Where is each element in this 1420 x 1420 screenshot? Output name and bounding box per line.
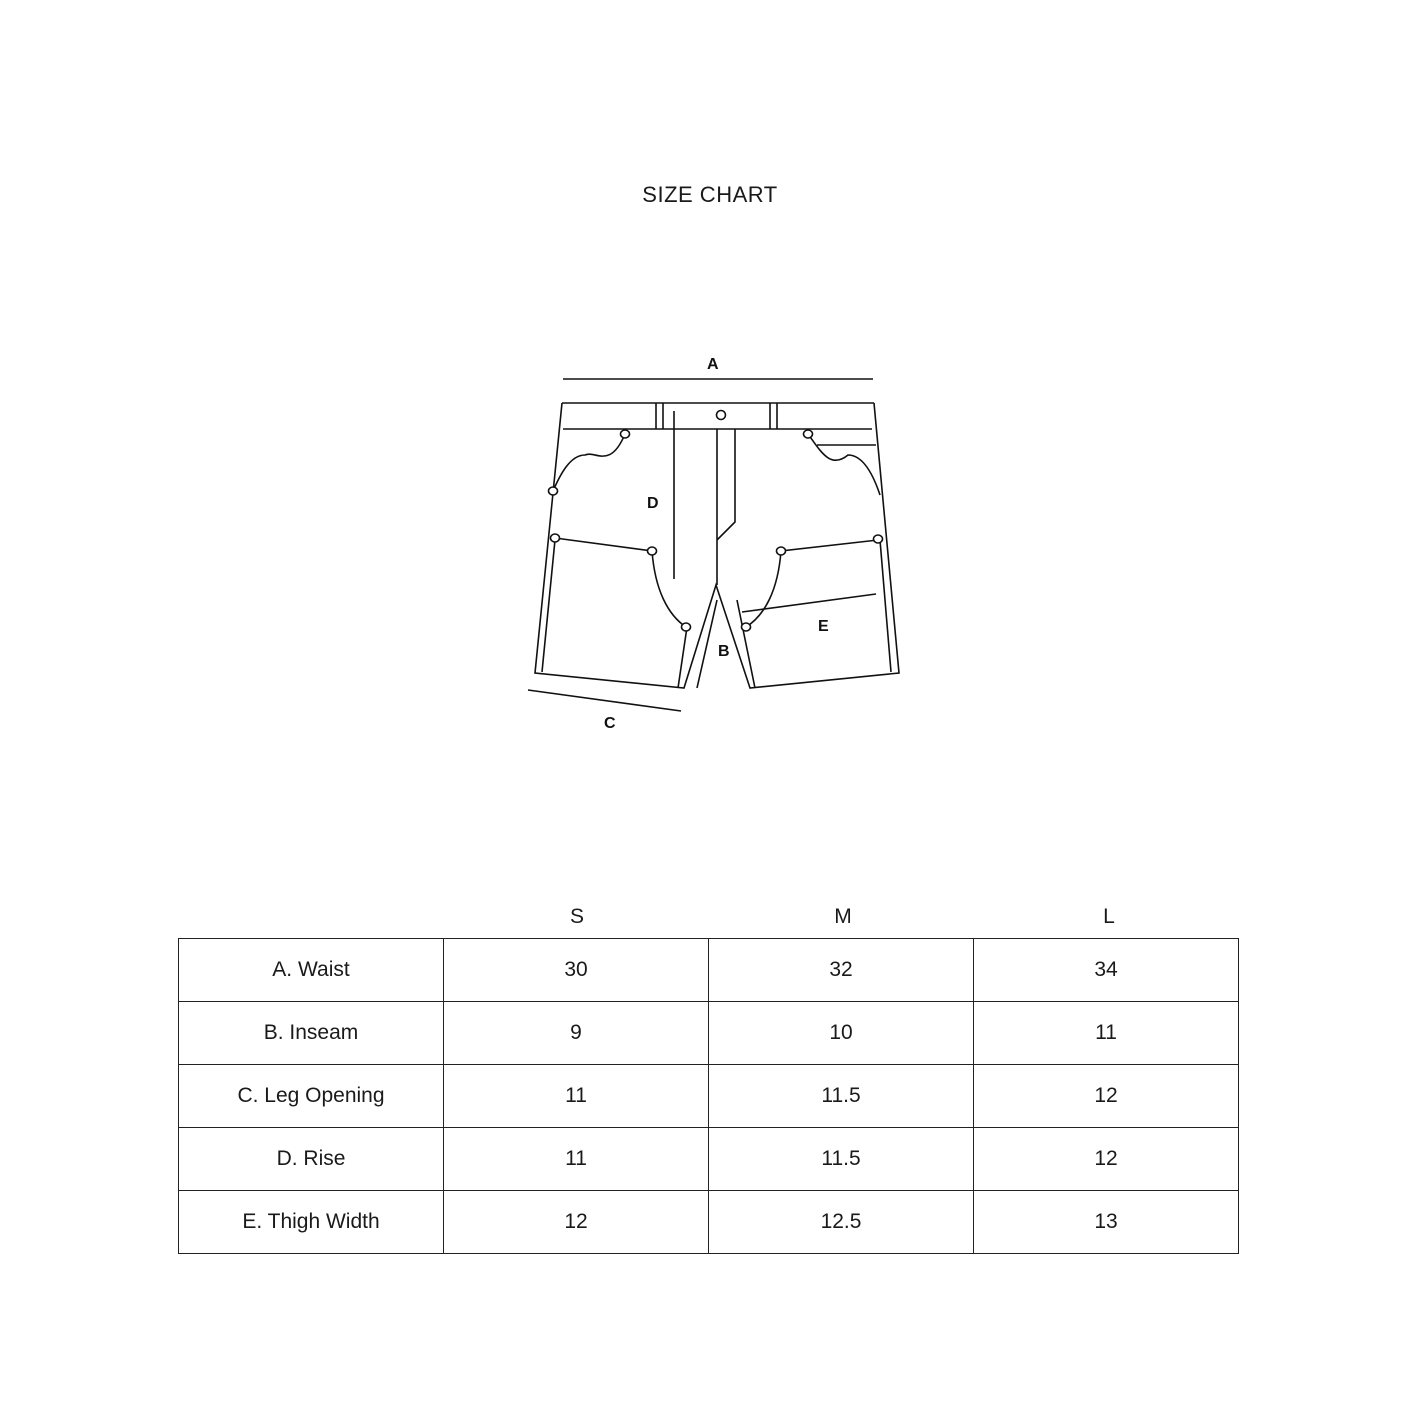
cell: 10 [709,1002,974,1065]
cell: 11 [444,1128,709,1191]
cell: 11.5 [709,1128,974,1191]
left-pocket [553,434,625,491]
label-a: A [707,356,719,373]
label-c: C [604,715,616,732]
size-header [178,905,1242,935]
size-l: L [1103,905,1115,928]
cargo-right [746,540,878,627]
measure-line-c [528,690,681,711]
row-label: E. Thigh Width [179,1191,444,1254]
cell: 11 [444,1065,709,1128]
size-s: S [569,905,584,928]
label-b: B [718,643,730,660]
cell: 34 [974,939,1239,1002]
row-label: D. Rise [179,1128,444,1191]
cell: 12 [974,1065,1239,1128]
right-pocket [808,434,880,495]
row-label: B. Inseam [179,1002,444,1065]
table-row [179,1065,1239,1128]
table-row [179,1191,1239,1254]
cell: 12 [444,1191,709,1254]
cell: 32 [709,939,974,1002]
cell: 11 [974,1002,1239,1065]
row-label: C. Leg Opening [179,1065,444,1128]
row-label: A. Waist [179,939,444,1002]
cell: 9 [444,1002,709,1065]
button-icon [717,411,726,420]
cargo-left [555,538,686,627]
cell: 12.5 [709,1191,974,1254]
label-d: D [647,495,659,512]
cell: 13 [974,1191,1239,1254]
cell: 30 [444,939,709,1002]
label-e: E [818,618,829,635]
page-title: SIZE CHART [642,182,778,207]
cell: 12 [974,1128,1239,1191]
table-row [179,1128,1239,1191]
table-row [179,939,1239,1002]
cell: 11.5 [709,1065,974,1128]
table-row [179,1002,1239,1065]
fly [717,429,735,585]
waistband [562,403,874,429]
measure-line-e [742,594,876,612]
size-m: M [834,905,852,928]
size-table [178,938,1239,1254]
